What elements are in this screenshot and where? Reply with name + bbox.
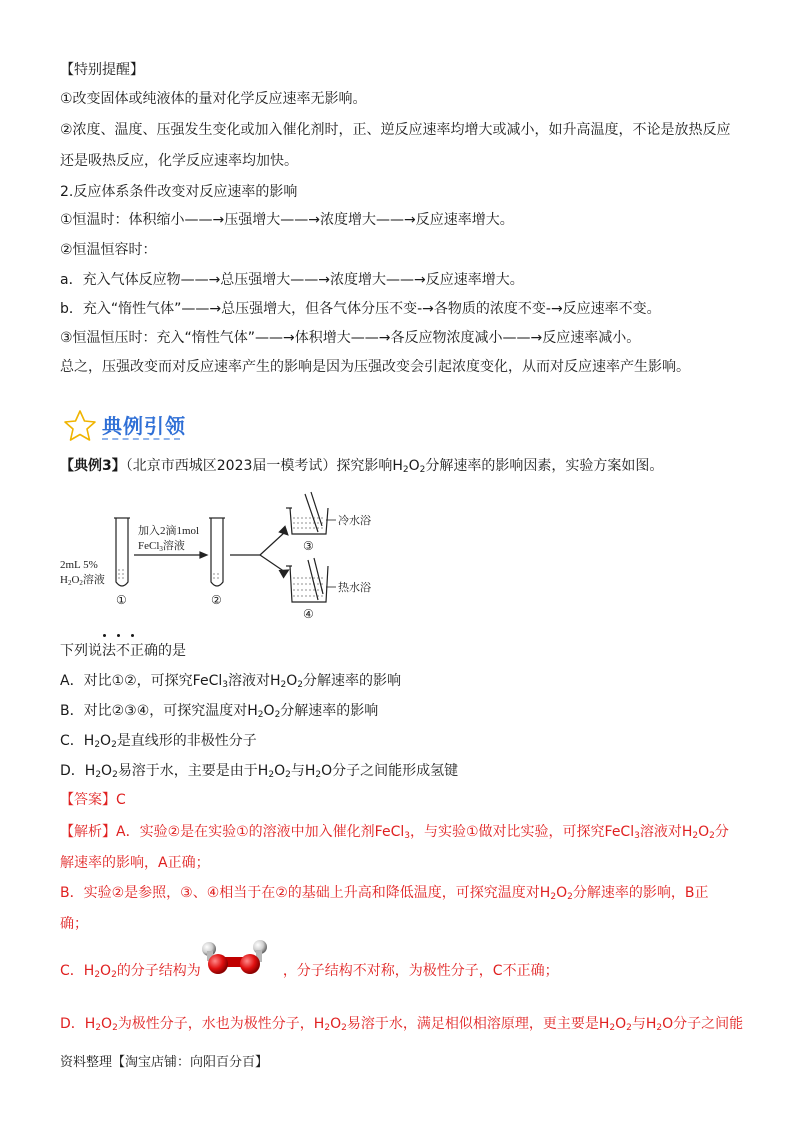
explanation-c: C．$H_2O_2$的分子结构为 ，分子结构不对称，为极性分子，C不正确； — [60, 963, 559, 980]
example-label: 【典例3】 — [60, 458, 126, 474]
reminder-point-2b: 还是吸热反应，化学反应速率均加快。 — [60, 153, 298, 169]
beaker4-number: ④ — [303, 607, 314, 621]
reminder-point-1: ①改变固体或纯液体的量对化学反应速率无影响。 — [60, 91, 367, 107]
answer-label: 【答案】C — [60, 792, 126, 808]
question-stem: 下列说法不正确的是 — [60, 643, 186, 659]
banner-title: 典例引领 — [102, 414, 186, 438]
emphasis-dot — [131, 634, 134, 637]
cold-bath-label: 冷水浴 — [338, 514, 371, 527]
tube2-number: ② — [211, 593, 222, 607]
section-2-summary: 总之，压强改变而对反应速率产生的影响是因为压强改变会引起浓度变化，从而对反应速率产生影响。 — [60, 359, 690, 375]
section-2-s2a: a．充入气体反应物——→总压强增大——→浓度增大——→反应速率增大。 — [60, 272, 524, 288]
arrow-label-2: FeCl3溶液 — [138, 540, 185, 553]
section-2-s1: ①恒温时：体积缩小——→压强增大——→浓度增大——→反应速率增大。 — [60, 212, 514, 228]
section-2-s2b: b．充入“惰性气体”——→总压强增大，但各气体分压不变-→各物质的浓度不变-→反应速率不变。 — [60, 301, 661, 317]
section-2-title: 2.反应体系条件改变对反应速率的影响 — [60, 184, 298, 200]
emphasis-dot — [117, 634, 120, 637]
arrow-add-catalyst — [134, 552, 207, 558]
section-2-s3: ③恒温恒压时：充入“惰性气体”——→体积增大——→各反应物浓度减小——→反应速率减小。 — [60, 330, 641, 346]
beaker-hot — [286, 558, 328, 602]
test-tube-1 — [114, 518, 130, 586]
option-a[interactable]: A．对比①②，可探究FeCl$_3$溶液对$H_2O_2$分解速率的影响 — [60, 673, 402, 690]
branch-arrows — [230, 526, 291, 577]
explanation-a-line2: 解速率的影响，A正确； — [60, 855, 210, 871]
option-b[interactable]: B．对比②③④，可探究温度对$H_2O_2$分解速率的影响 — [60, 703, 379, 720]
example-question: 【典例3】（北京市西城区2023届一模考试）探究影响$H_2O_2$分解速率的影响因素，实验方案如图。 — [60, 458, 664, 475]
tube1-label-2: H2O2溶液 — [60, 574, 105, 587]
experiment-diagram — [60, 490, 380, 625]
hot-bath-label: 热水浴 — [338, 581, 371, 594]
explanation-b-line2: 确； — [60, 916, 88, 932]
h2o2-molecule-icon — [196, 938, 274, 978]
emphasis-dot — [103, 634, 106, 637]
tube1-number: ① — [116, 593, 127, 607]
section-2-s2: ②恒温恒容时： — [60, 242, 157, 258]
option-c[interactable]: C．$H_2O_2$是直线形的非极性分子 — [60, 733, 257, 750]
option-d[interactable]: D．$H_2O_2$易溶于水，主要是由于$H_2O_2$与$H_2O$分子之间能形成氢键 — [60, 763, 459, 780]
explanation-a-line1: 【解析】A．实验②是在实验①的溶液中加入催化剂FeCl$_3$，与实验①做对比实验，可探究FeCl$_3$溶液对$H_2O_2$分 — [60, 824, 729, 841]
tube1-label-1: 2mL 5% — [60, 559, 98, 571]
explanation-d: D．$H_2O_2$为极性分子，水也为极性分子，$H_2O_2$易溶于水，满足相似相溶原理，更主要是$H_2O_2$与$H_2O$分子之间能 — [60, 1016, 744, 1033]
beaker3-number: ③ — [303, 539, 314, 553]
reminder-point-2a: ②浓度、温度、压强发生变化或加入催化剂时，正、逆反应速率均增大或减小，如升高温度，不论是放热反应 — [60, 122, 731, 138]
test-tube-2 — [209, 518, 225, 586]
arrow-label-1: 加入2滴1mol — [138, 525, 200, 537]
reminder-title: 【特别提醒】 — [60, 62, 144, 78]
footer-text: 资料整理【淘宝店铺：向阳百分百】 — [60, 1055, 269, 1070]
banner-underline — [102, 438, 180, 440]
explanation-b-line1: B．实验②是参照，③、④相当于在②的基础上升高和降低温度，可探究温度对$H_2O_2$分解速率的影响，B正 — [60, 885, 709, 902]
